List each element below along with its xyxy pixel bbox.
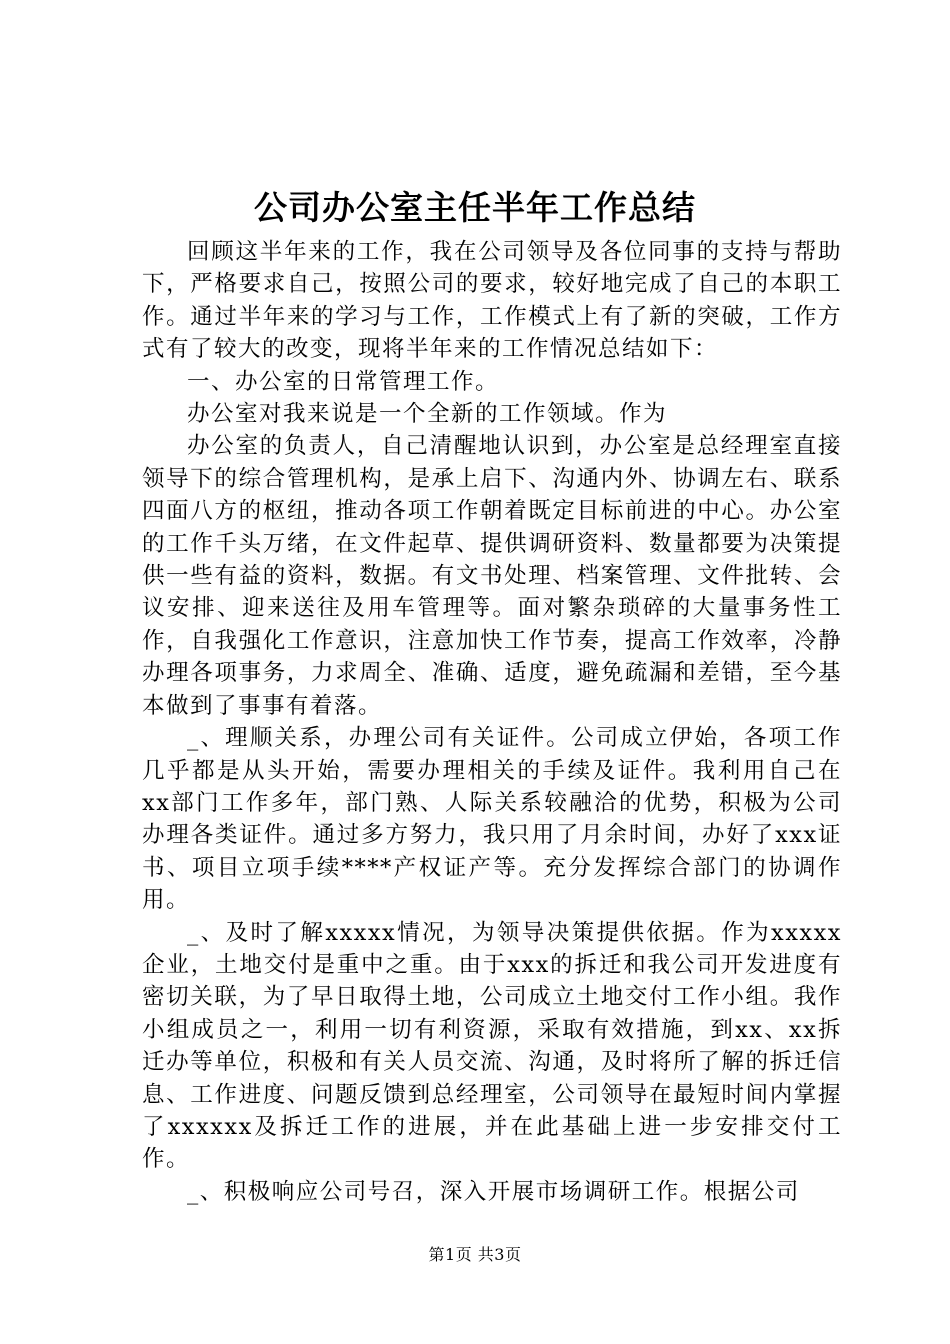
- document-body: [142, 236, 842, 1208]
- page-footer: 第1页 共3页: [428, 1245, 522, 1264]
- paragraph-certificates: _、理顺关系，办理公司有关证件。公司成立伊始，各项工作几乎都是从头开始，需要办理相关的手续及证件。我利用自己在xx部门工作多年，部门熟、人际关系较融洽的优势，积极为公司办理各类证件。通过多方努力，我只用了月余时间，办好了xxx证书、项目立项手续****产权证产等。充分发挥综合部门的协调作用。: [142, 725, 842, 914]
- paragraph-land-delivery: _、及时了解xxxxx情况，为领导决策提供依据。作为xxxxx企业，土地交付是重中之重。由于xxx的拆迁和我公司开发进度有密切关联，为了早日取得土地，公司成立土地交付工作小组。我作小组成员之一，利用一切有利资源，采取有效措施，到xx、xx拆迁办等单位，积极和有关人员交流、沟通，及时将所了解的拆迁信息、工作进度、问题反馈到总经理室，公司领导在最短时间内掌握了xxxxxx及拆迁工作的进展，并在此基础上进一步安排交付工作。: [142, 919, 842, 1173]
- paragraph-office-role: 办公室对我来说是一个全新的工作领域。作为: [187, 401, 668, 428]
- section-heading-daily-management: 一、办公室的日常管理工作。: [187, 368, 500, 395]
- paragraph-office-duties: 办公室的负责人，自己清醒地认识到，办公室是总经理室直接领导下的综合管理机构，是承上启下、沟通内外、协调左右、联系四面八方的枢纽，推动各项工作朝着既定目标前进的中心。办公室的工作千头万绪，在文件起草、提供调研资料、数量都要为决策提供一些有益的资料，数据。有文书处理、档案管理、文件批转、会议安排、迎来送往及用车管理等。面对繁杂琐碎的大量事务性工作，自我强化工作意识，注意加快工作节奏，提高工作效率，冷静办理各项事务，力求周全、准确、适度，避免疏漏和差错，至今基本做到了事事有着落。: [142, 433, 842, 719]
- paragraph-market-research: _、积极响应公司号召，深入开展市场调研工作。根据公司: [187, 1178, 800, 1205]
- paragraph-intro: 回顾这半年来的工作，我在公司领导及各位同事的支持与帮助下，严格要求自己，按照公司的要求，较好地完成了自己的本职工作。通过半年来的学习与工作，工作模式上有了新的突破，工作方式有了较大的改变，现将半年来的工作情况总结如下：: [142, 239, 842, 363]
- document-title: 公司办公室主任半年工作总结: [254, 188, 696, 227]
